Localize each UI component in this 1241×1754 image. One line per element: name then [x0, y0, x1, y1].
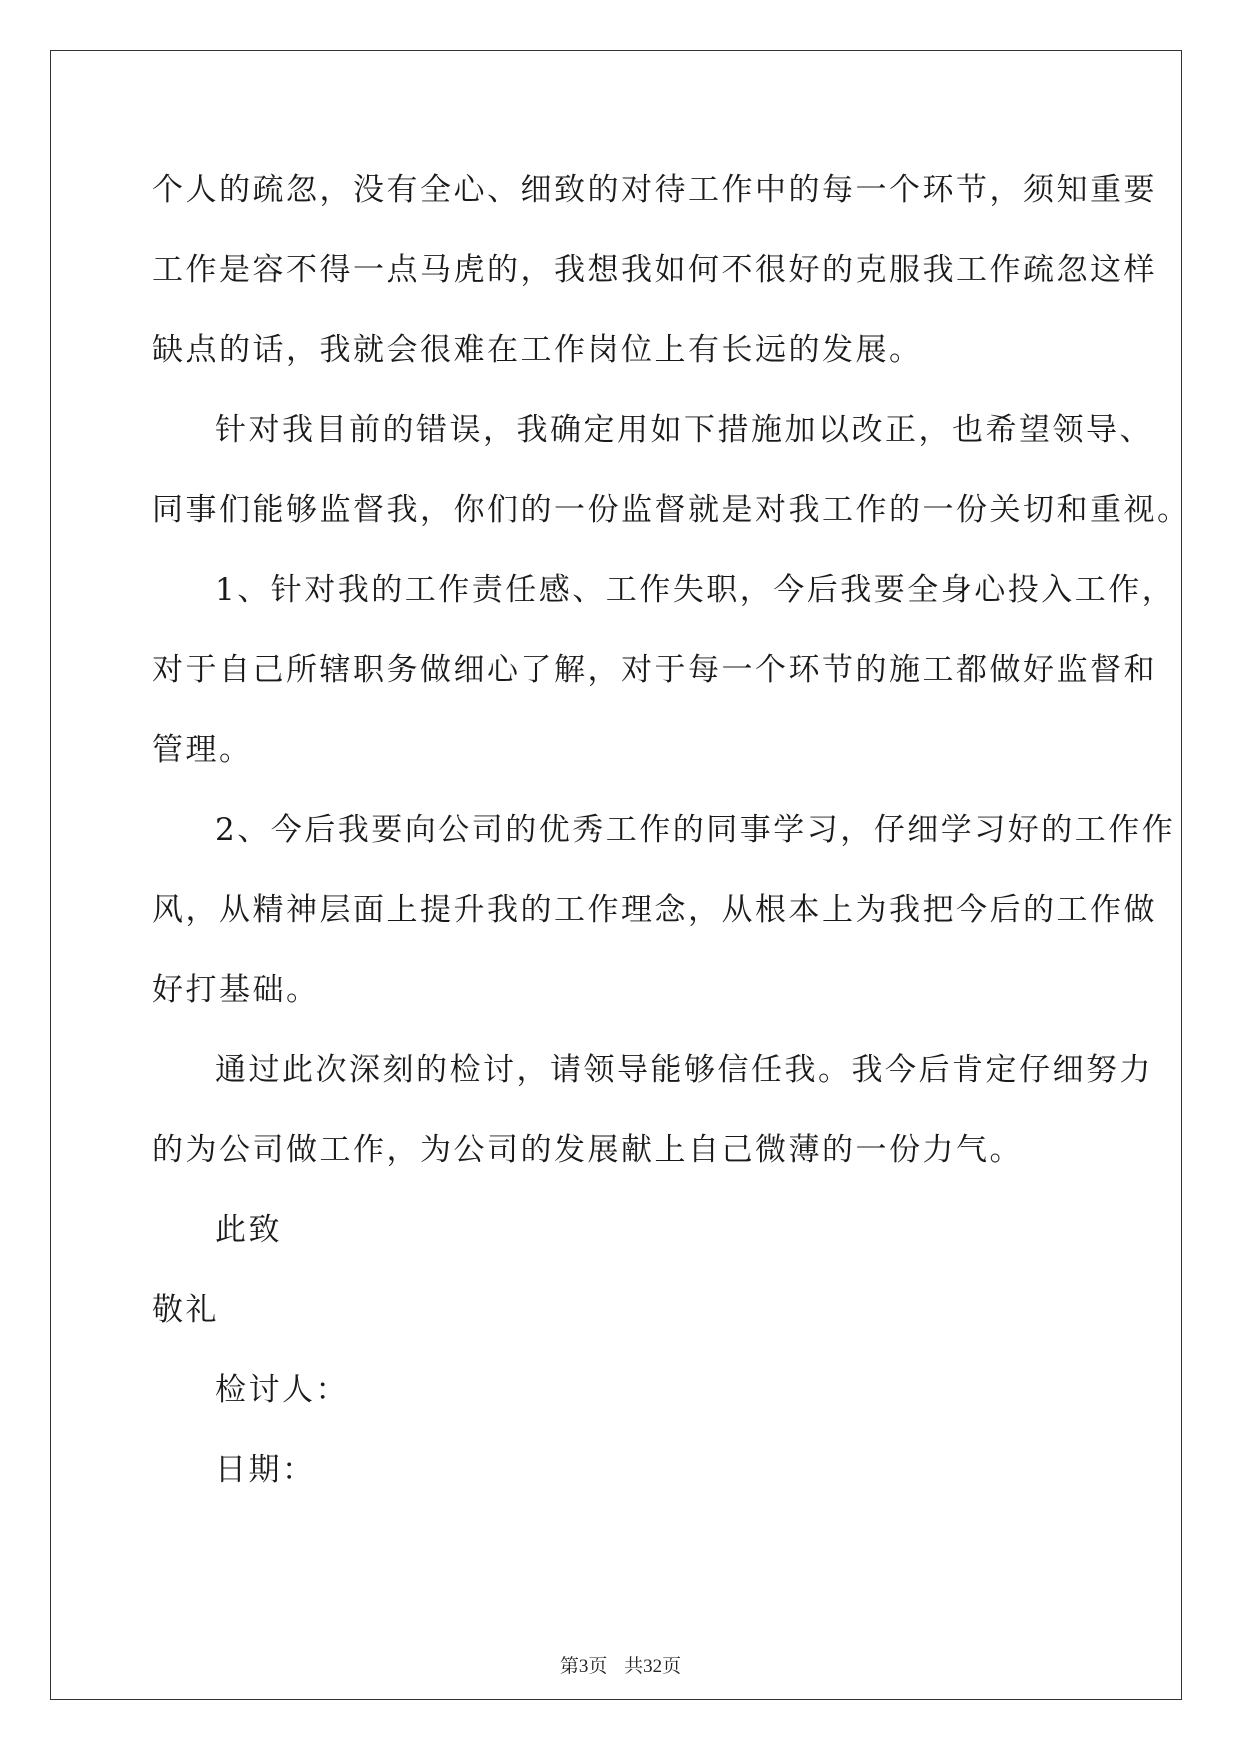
text-line: 个人的疏忽，没有全心、细致的对待工作中的每一个环节，须知重要	[152, 172, 1157, 208]
total-page-count: 共32页	[624, 1656, 682, 1677]
salutation-closing: 此致	[215, 1212, 282, 1248]
text-line: 风，从精神层面上提升我的工作理念，从根本上为我把今后的工作做	[152, 892, 1157, 928]
signature-label: 检讨人：	[215, 1372, 349, 1408]
text-line: 对于自己所辖职务做细心了解，对于每一个环节的施工都做好监督和	[152, 652, 1157, 688]
text-line: 同事们能够监督我，你们的一份监督就是对我工作的一份关切和重视。	[152, 492, 1191, 528]
text-line: 通过此次深刻的检讨，请领导能够信任我。我今后肯定仔细努力	[215, 1052, 1153, 1088]
page-footer	[0, 1651, 1241, 1678]
date-label: 日期：	[215, 1452, 316, 1488]
text-line: 管理。	[152, 732, 253, 768]
text-line: 针对我目前的错误，我确定用如下措施加以改正，也希望领导、	[215, 412, 1153, 448]
document-body	[152, 162, 1191, 1522]
current-page-number: 第3页	[559, 1656, 608, 1677]
salutation-regards: 敬礼	[152, 1292, 219, 1328]
text-line: 缺点的话，我就会很难在工作岗位上有长远的发展。	[152, 332, 923, 368]
text-line: 工作是容不得一点马虎的，我想我如何不很好的克服我工作疏忽这样	[152, 252, 1157, 288]
text-line: 1、针对我的工作责任感、工作失职，今后我要全身心投入工作，	[215, 572, 1176, 608]
text-line: 的为公司做工作，为公司的发展献上自己微薄的一份力气。	[152, 1132, 1023, 1168]
text-line: 2、今后我要向公司的优秀工作的同事学习，仔细学习好的工作作	[215, 812, 1176, 848]
text-line: 好打基础。	[152, 972, 320, 1008]
